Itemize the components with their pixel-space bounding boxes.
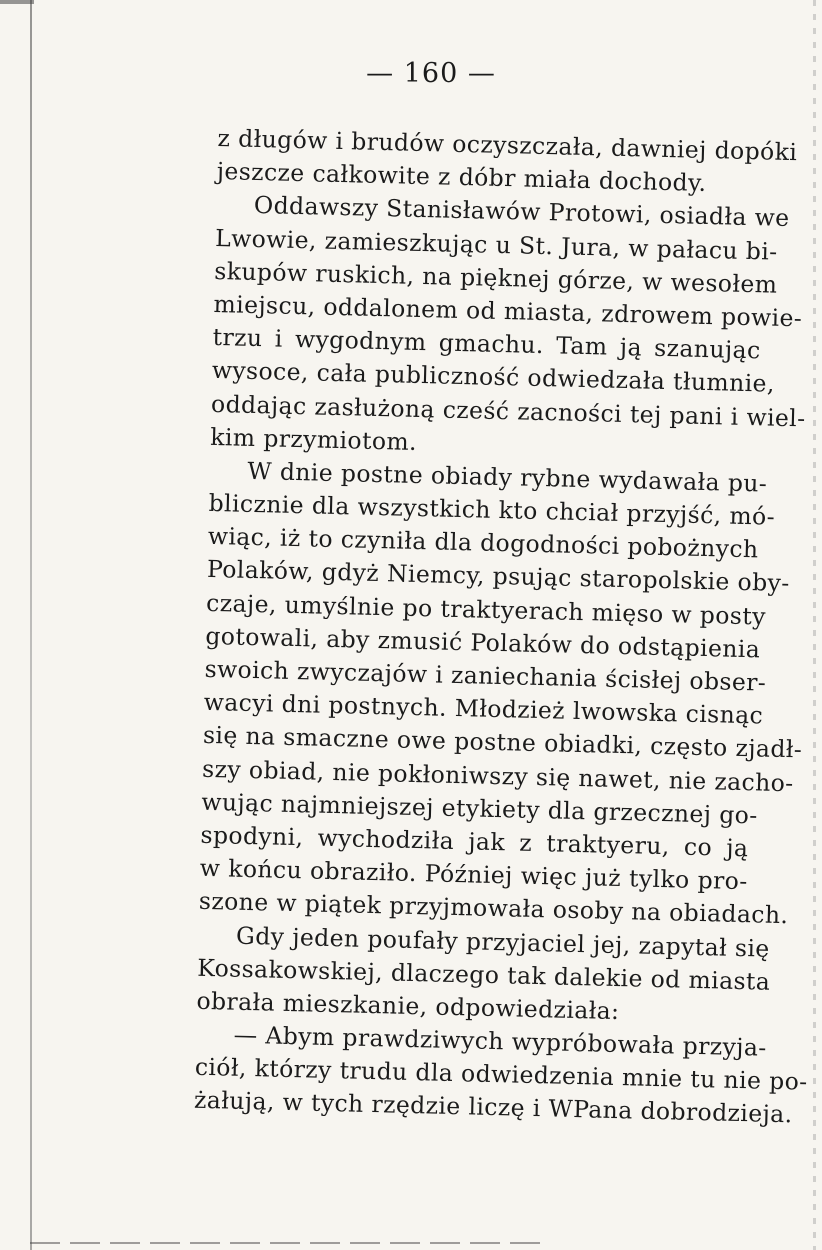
text-line: blicznie dla wszystkich kto chciał przyjść, mó- xyxy=(208,488,776,531)
page-bottom-border xyxy=(30,1242,550,1244)
page-number: — 160 — xyxy=(366,58,496,89)
text-line: W dnie postne obiady rybne wydawała pu- xyxy=(247,456,768,498)
text-line: — Abym prawdziwych wypróbowała przyja- xyxy=(233,1020,768,1062)
text-line: wysoce, cała publiczność odwiedzała tłumnie, xyxy=(211,356,776,398)
text-line: miejscu, oddalonem od miasta, zdrowem powie- xyxy=(213,289,803,333)
text-line: z długów i brudów oczyszczała, dawniej dopóki xyxy=(217,123,798,167)
text-line: jeszcze całkowite z dóbr miała dochody. xyxy=(216,157,707,198)
text-line: Gdy jeden poufały przyjaciel jej, zapytał się xyxy=(235,921,770,963)
text-line: trzu i wygodnym gmachu. Tam ją szanując xyxy=(212,323,761,365)
text-line: szy obiad, nie pokłoniwszy się nawet, nie zacho- xyxy=(201,754,794,797)
text-line: wując najmniejszej etykiety dla grzecznej go- xyxy=(201,787,758,830)
text-line: czaje, umyślnie po traktyerach mięso w posty xyxy=(205,588,767,631)
text-line: oddając zasłużoną cześć zacności tej pani i wiel- xyxy=(210,389,806,432)
text-line: kim przymiotom. xyxy=(209,422,418,456)
scan-edge-mark xyxy=(0,0,34,4)
text-line: skupów ruskich, na pięknej górze, w wesołem xyxy=(214,256,778,299)
text-line: spodyni, wychodziła jak z traktyeru, co ją xyxy=(200,820,749,863)
text-line: w końcu obraziło. Później więc już tylko pro- xyxy=(199,853,748,896)
page-left-border xyxy=(30,0,32,1250)
page-right-border xyxy=(813,0,816,1250)
text-line: Oddawszy Stanisławów Protowi, osiadła we xyxy=(253,191,790,233)
text-line: Polaków, gdyż Niemcy, psując staropolskie oby- xyxy=(206,555,790,598)
text-line: szone w piątek przyjmowała osoby na obiadach. xyxy=(198,887,789,930)
text-line: Kossakowskiej, dlaczego tak dalekie od miasta xyxy=(196,953,771,996)
text-line: żałują, w tych rzędzie liczę i WPana dobrodzieja. xyxy=(193,1086,793,1129)
text-line: Lwowie, zamieszkując u St. Jura, w pałacu bi- xyxy=(214,223,778,266)
text-line: ciół, którzy trudu dla odwiedzenia mnie tu nie po- xyxy=(194,1052,808,1096)
text-line: obrała mieszkanie, odpowiedziała: xyxy=(196,986,620,1025)
text-line: wacyi dni postnych. Młodzież lwowska cisnąc xyxy=(203,688,764,730)
text-line: wiąc, iż to czyniła dla dogodności pobożnych xyxy=(207,522,759,564)
text-line: swoich zwyczajów i zaniechania ścisłej obser- xyxy=(204,654,767,697)
text-line: gotowali, aby zmusić Polaków do odstąpienia xyxy=(205,621,761,664)
body-text xyxy=(193,122,808,1131)
text-line: się na smaczne owe postne obiadki, często zjadł- xyxy=(202,721,803,764)
